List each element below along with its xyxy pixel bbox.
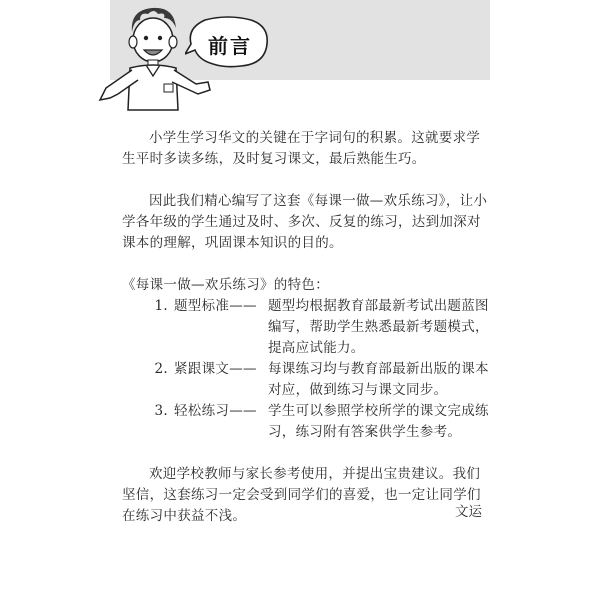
feature-item: [122, 401, 492, 443]
feature-item: [122, 359, 492, 401]
preface-body: [122, 128, 492, 527]
feature-name: 紧跟课文——: [174, 361, 257, 377]
feature-description: 每课练习均与教育部最新出版的课本对应，做到练习与课文同步。: [268, 361, 489, 398]
feature-number: 3.: [154, 403, 168, 419]
page-title: 前言: [208, 34, 252, 58]
feature-name: 题型标准——: [174, 298, 257, 314]
closing-paragraph: 欢迎学校教师与家长参考使用，并提出宝贵建议。我们坚信，这套练习一定会受到同学们的喜爱，也一定让同学们在练习中获益不浅。: [122, 466, 481, 524]
feature-number: 1.: [154, 298, 168, 314]
features-title: 《每课一做—欢乐练习》的特色：: [122, 277, 329, 293]
intro-paragraph-2: 因此我们精心编写了这套《每课一做—欢乐练习》，让小学各年级的学生通过及时、多次、反复的练习，达到加深对课本的理解，巩固课本知识的目的。: [122, 193, 488, 251]
signature: 文运: [455, 504, 482, 520]
intro-paragraph-1: 小学生学习华文的关键在于字词句的积累。这就要求学生平时多读多练，及时复习课文，最后熟能生巧。: [122, 130, 481, 167]
feature-description: 学生可以参照学校所学的课文完成练习，练习附有答案供学生参考。: [268, 403, 489, 440]
feature-number: 2.: [154, 361, 168, 377]
feature-description: 题型均根据教育部最新考试出题蓝图编写，帮助学生熟悉最新考题模式，提高应试能力。: [268, 298, 489, 356]
feature-item: [122, 296, 492, 359]
feature-name: 轻松练习——: [174, 403, 257, 419]
